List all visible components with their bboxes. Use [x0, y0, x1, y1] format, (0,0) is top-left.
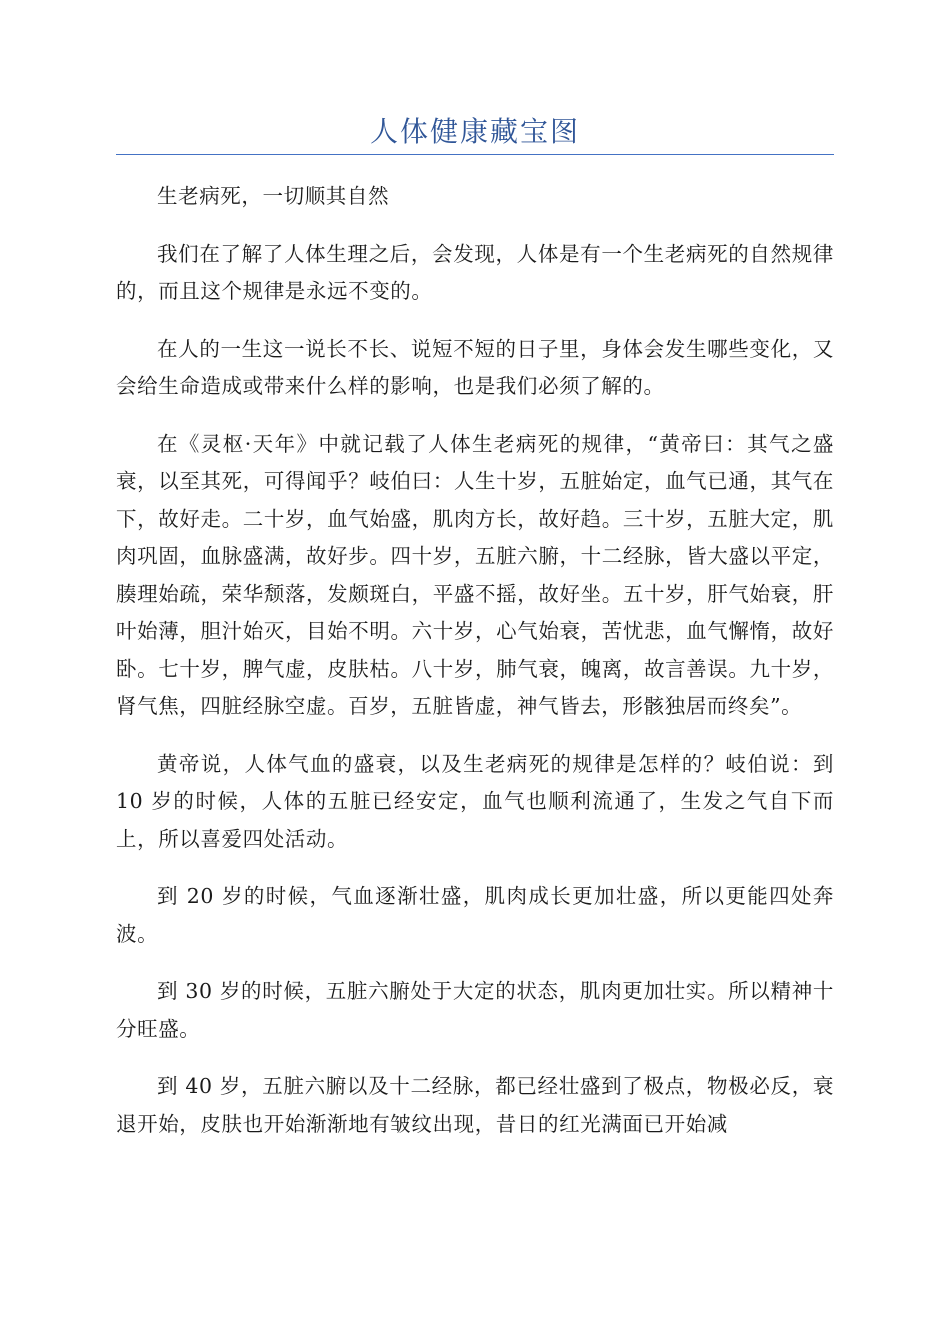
document-body [116, 178, 834, 1163]
paragraph: 我们在了解了人体生理之后，会发现，人体是有一个生老病死的自然规律的，而且这个规律是永远不变的。 [116, 241, 834, 303]
paragraph: 到 30 岁的时候，五脏六腑处于大定的状态，肌肉更加壮实。所以精神十分旺盛。 [116, 979, 834, 1041]
paragraph-section-heading: 生老病死，一切顺其自然 [157, 184, 390, 208]
title-underline [116, 154, 834, 155]
paragraph: 到 20 岁的时候，气血逐渐壮盛，肌肉成长更加壮盛，所以更能四处奔波。 [116, 884, 834, 946]
paragraph: 到 40 岁，五脏六腑以及十二经脉，都已经壮盛到了极点，物极必反，衰退开始，皮肤也开始渐渐地有皱纹出现，昔日的红光满面已开始减 [116, 1074, 834, 1136]
paragraph: 在人的一生这一说长不长、说短不短的日子里，身体会发生哪些变化，又会给生命造成或带来什么样的影响，也是我们必须了解的。 [116, 336, 834, 398]
paragraph-quotation: 在《灵枢·天年》中就记载了人体生老病死的规律，“黄帝曰：其气之盛衰，以至其死，可得闻乎？岐伯曰：人生十岁，五脏始定，血气已通，其气在下，故好走。二十岁，血气始盛，肌肉方长，故好趋。三十岁，五脏大定，肌肉巩固，血脉盛满，故好步。四十岁，五脏六腑，十二经脉，皆大盛以平定，腠理始疏，荣华颓落，发颇斑白，平盛不摇，故好坐。五十岁，肝气始衰，肝叶始薄，胆汁始灭，目始不明。六十岁，心气始衰，苦忧悲，血气懈惰，故好卧。七十岁，脾气虚，皮肤枯。八十岁，肺气衰，魄离，故言善误。九十岁，肾气焦，四脏经脉空虚。百岁，五脏皆虚，神气皆去，形骸独居而终矣”。 [116, 431, 834, 718]
paragraph: 黄帝说，人体气血的盛衰，以及生老病死的规律是怎样的？岐伯说：到 10 岁的时候，人体的五脏已经安定，血气也顺利流通了，生发之气自下而上，所以喜爱四处活动。 [116, 751, 834, 851]
document-title: 人体健康藏宝图 [369, 115, 580, 148]
